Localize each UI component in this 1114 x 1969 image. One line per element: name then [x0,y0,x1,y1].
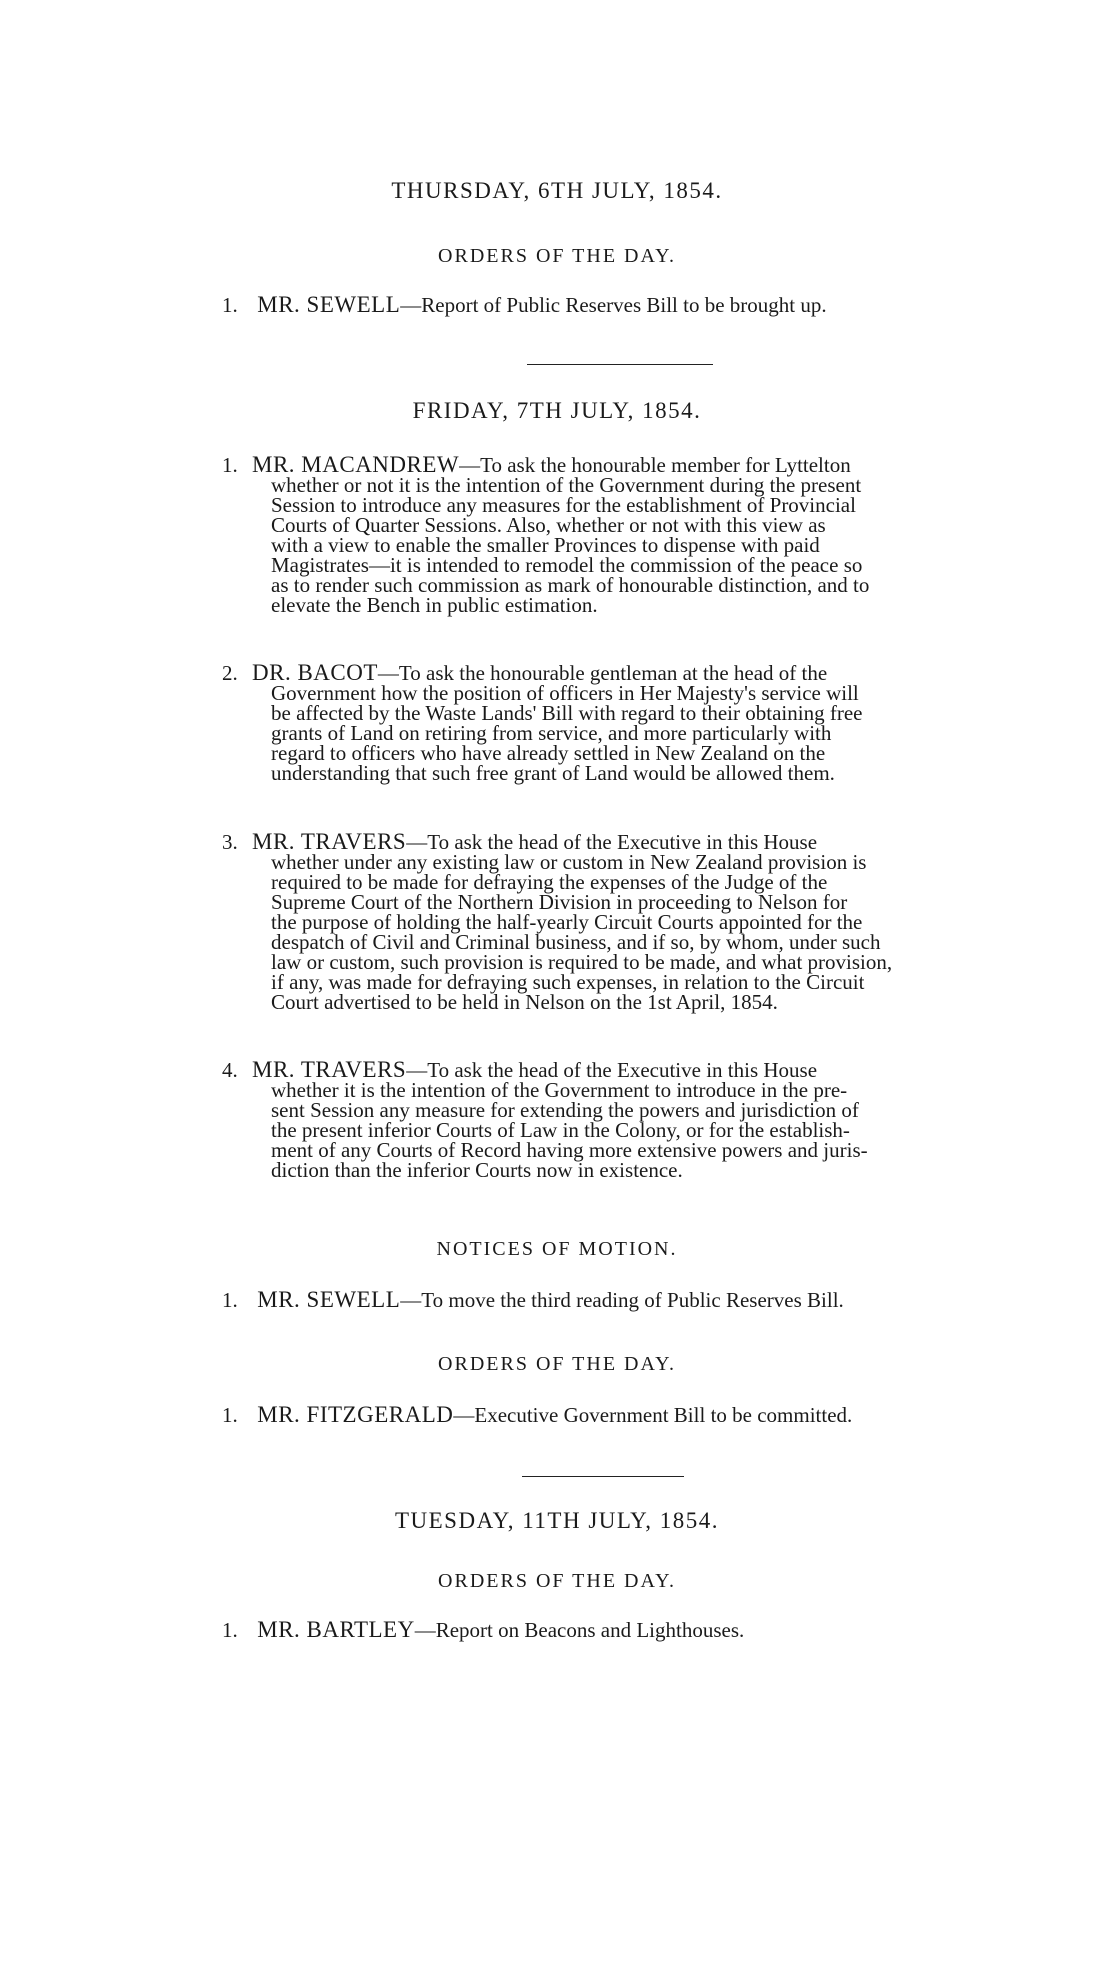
item-number: 1. [222,1403,238,1427]
date-day-number: 11 [522,1508,548,1533]
date-year: 1854. [659,1508,720,1533]
item-text: —To move the third reading of Public Reserves Bill. [400,1288,844,1312]
item-text-line: elevate the Bench in public estimation. [271,593,598,617]
date-month: JULY, [591,178,657,203]
question-item-macandrew [222,452,1008,617]
item-text-line: ment of any Courts of Record having more extensive powers and juris- [271,1138,868,1162]
item-text-line: Court advertised to be held in Nelson on the 1st April, 1854. [271,990,778,1014]
item-text-line: sent Session any measure for extending the powers and jurisdiction of [271,1098,859,1122]
member-name: MR. TRAVERS [252,829,407,854]
member-name: MR. TRAVERS [252,1057,407,1082]
notice-item-sewell-third-reading [222,1287,1008,1312]
question-item-bacot [222,660,1008,785]
item-text: —Report on Beacons and Lighthouses. [414,1618,745,1642]
order-item-sewell-report [222,292,1008,317]
item-text-line: despatch of Civil and Criminal business, and if so, by whom, under such [271,930,881,954]
item-text-line: law or custom, such provision is required to be made, and what provision, [271,950,893,974]
item-text-first-line: —To ask the honourable member for Lyttelton [459,453,851,477]
date-heading-friday [0,398,1114,424]
item-text-line: whether it is the intention of the Government to introduce in the pre- [271,1078,848,1102]
item-text-line: be affected by the Waste Lands' Bill with regard to their obtaining free [271,701,863,725]
item-number: 1. [222,1618,238,1642]
question-item-travers-courts [222,1057,1008,1182]
section-divider [527,364,713,365]
member-name: MR. MACANDREW [252,452,460,477]
item-text-line: whether or not it is the intention of the Government during the present [271,473,862,497]
member-name: MR. SEWELL [257,1287,401,1312]
question-item-travers-circuit [222,829,1008,1014]
date-heading-tuesday [0,1508,1114,1534]
section-heading-notices-of-motion: NOTICES OF MOTION. [436,1238,678,1260]
item-text-line: regard to officers who have already settled in New Zealand on the [271,741,826,765]
date-day-suffix: TH [551,178,585,203]
section-divider [522,1476,684,1477]
item-text-first-line: —To ask the honourable gentleman at the head of the [377,661,828,685]
section-heading-orders-thursday: ORDERS OF THE DAY. [438,245,676,267]
item-number: 1. [222,453,238,477]
item-text-line: diction than the inferior Courts now in existence. [271,1158,683,1182]
item-number: 3. [222,830,238,854]
item-number: 1. [222,293,238,317]
item-text-line: the purpose of holding the half-yearly Circuit Courts appointed for the [271,910,863,934]
date-weekday: THURSDAY, [391,178,531,203]
date-year: 1854. [642,398,702,423]
item-text-line: whether under any existing law or custom in New Zealand provision is [271,850,867,874]
date-day-number: 6 [538,178,552,203]
item-text: —Executive Government Bill to be committed. [453,1403,853,1427]
item-text-line: grants of Land on retiring from service, and more particularly with [271,721,832,745]
item-text-line: understanding that such free grant of Land would be allowed them. [271,761,835,785]
date-month: JULY, [570,398,635,423]
item-text-line: if any, was made for defraying such expenses, in relation to the Circuit [271,970,865,994]
item-number: 4. [222,1058,238,1082]
item-text-line: required to be made for defraying the expenses of the Judge of the [271,870,828,894]
item-number: 2. [222,661,238,685]
date-month: JULY, [588,1508,653,1533]
order-item-fitzgerald [222,1402,1008,1427]
item-text-first-line: —To ask the head of the Executive in this House [406,1058,818,1082]
item-text-line: Courts of Quarter Sessions. Also, whether or not with this view as [271,513,826,537]
item-text-line: as to render such commission as mark of honourable distinction, and to [271,573,870,597]
member-name: MR. SEWELL [257,292,401,317]
member-name: DR. BACOT [252,660,378,685]
member-name: MR. FITZGERALD [257,1402,454,1427]
item-text-line: Government how the position of officers in Her Majesty's service will [271,681,859,705]
date-weekday: TUESDAY, [394,1508,515,1533]
item-text-first-line: —To ask the head of the Executive in this House [406,830,818,854]
member-name: MR. BARTLEY [257,1617,415,1642]
item-text-line: Magistrates—it is intended to remodel the commission of the peace so [271,553,863,577]
date-year: 1854. [663,178,723,203]
date-day-number: 7 [516,398,530,423]
section-heading-orders-tuesday: ORDERS OF THE DAY. [438,1570,676,1592]
date-heading-thursday [0,178,1114,204]
item-text-line: Session to introduce any measures for the establishment of Provincial [271,493,856,517]
date-weekday: FRIDAY, [412,398,510,423]
item-text: —Report of Public Reserves Bill to be brought up. [400,293,827,317]
section-heading-orders-friday: ORDERS OF THE DAY. [438,1353,676,1375]
item-number: 1. [222,1288,238,1312]
date-day-suffix: TH [547,1508,582,1533]
item-text-line: Supreme Court of the Northern Division in proceeding to Nelson for [271,890,848,914]
item-text-line: the present inferior Courts of Law in the Colony, or for the establish- [271,1118,850,1142]
item-text-line: with a view to enable the smaller Provinces to dispense with paid [271,533,820,557]
date-day-suffix: TH [529,398,564,423]
order-item-bartley [222,1617,1008,1642]
